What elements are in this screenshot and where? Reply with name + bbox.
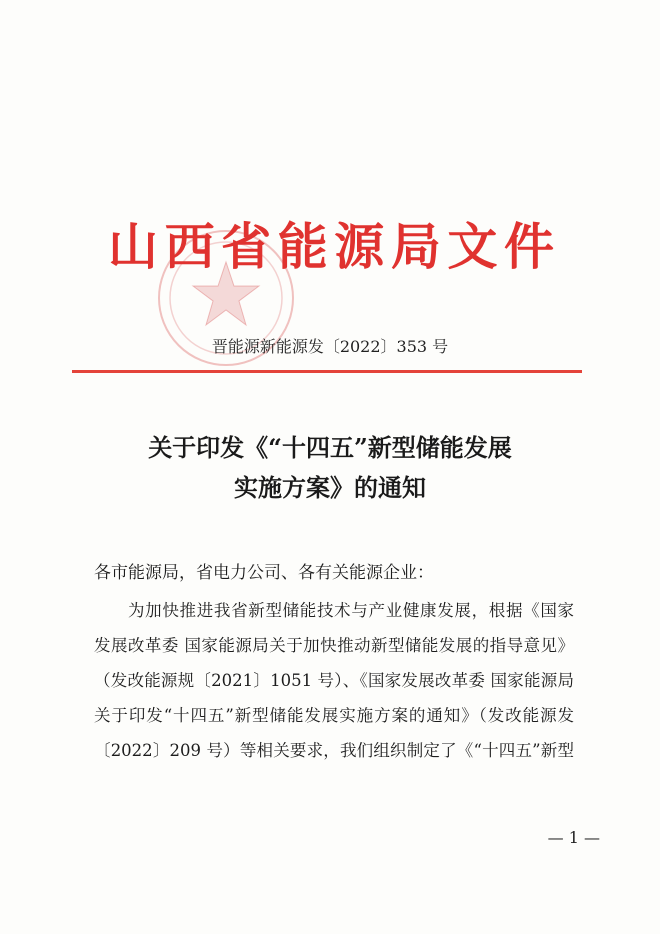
body-line: 为加快推进我省新型储能技术与产业健康发展，根据《国家 xyxy=(128,601,574,620)
document-number: 晋能源新能源发〔2022〕353 号 xyxy=(211,337,449,356)
notice-title-line-2: 实施方案》的通知 xyxy=(234,473,426,502)
notice-title-line-1: 关于印发《“十四五”新型储能发展 xyxy=(148,433,512,462)
page-number: — 1 — xyxy=(547,828,600,847)
body-line: 发展改革委 国家能源局关于加快推动新型储能发展的指导意见》 xyxy=(94,636,574,655)
red-divider-rule xyxy=(72,370,582,373)
salutation: 各市能源局，省电力公司、各有关能源企业： xyxy=(94,563,434,583)
body-line: 关于印发“十四五”新型储能发展实施方案的通知》（发改能源发 xyxy=(94,706,574,725)
body-line: 〔2022〕209 号）等相关要求，我们组织制定了《“十四五”新型 xyxy=(94,741,574,760)
body-paragraph xyxy=(94,596,574,771)
body-line: （发改能源规〔2021〕1051 号）、《国家发展改革委 国家能源局 xyxy=(94,671,574,690)
notice-title xyxy=(60,428,600,508)
masthead-title: 山西省能源局文件 xyxy=(108,217,556,276)
